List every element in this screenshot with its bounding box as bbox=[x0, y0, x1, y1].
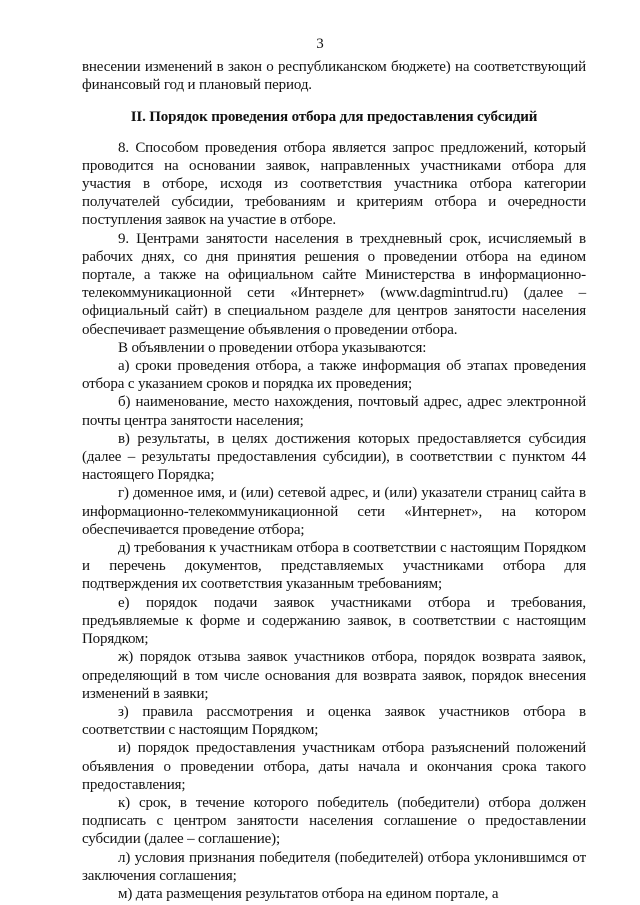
section-heading: II. Порядок проведения отбора для предоставления субсидий bbox=[130, 109, 538, 126]
page-number: 3 bbox=[316, 36, 324, 52]
list-item-v: в) результаты, в целях достижения которых предоставляется субсидия (далее – результаты предоставления субсидии), в соответствии с пунктом 44 настоящего Порядка; bbox=[82, 430, 586, 484]
list-item-l: л) условия признания победителя (победителей) отбора уклонившимся от заключения соглашения; bbox=[82, 849, 586, 884]
list-item-z: з) правила рассмотрения и оценка заявок участников отбора в соответствии с настоящим Порядком; bbox=[82, 703, 586, 739]
document-body bbox=[82, 58, 586, 903]
list-item-k: к) срок, в течение которого победитель (победители) отбора должен подписать с центром занятости населения соглашение о предоставлении субсидии (далее – соглашение); bbox=[82, 794, 586, 848]
list-item-e: е) порядок подачи заявок участниками отбора и требования, предъявляемые к форме и содержанию заявок, в соответствии с настоящим Порядком; bbox=[82, 594, 586, 648]
paragraph-continuation: внесении изменений в закон о республиканском бюджете) на соответствующий финансовый год и плановый период. bbox=[82, 59, 586, 94]
list-item-zh: ж) порядок отзыва заявок участников отбора, порядок возврата заявок, определяющий в том числе основания для возврата заявок, порядок внесения изменений в заявки; bbox=[82, 649, 586, 702]
paragraph-item-8: 8. Способом проведения отбора является запрос предложений, который проводится на основании заявок, направленных участниками отбора для участия в отборе, исходя из соответствия участника отбора категории получателей субсидии, требованиям и критериям отбора и очередности поступления заявок на участие в отборе. bbox=[82, 139, 586, 229]
list-item-a: а) сроки проведения отбора, а также информация об этапах проведения отбора с указанием сроков и порядка их проведения; bbox=[82, 358, 586, 393]
list-item-d: д) требования к участникам отбора в соответствии с настоящим Порядком и перечень документов, представляемых участниками отбора для подтверждения их соответствия указанным требованиям; bbox=[82, 540, 586, 593]
list-item-b: б) наименование, место нахождения, почтовый адрес, адрес электронной почты центра занятости населения; bbox=[82, 394, 586, 429]
paragraph-announcement-intro: В объявлении о проведении отбора указываются: bbox=[118, 339, 427, 356]
list-item-i: и) порядок предоставления участникам отбора разъяснений положений объявления о проведении отбора, даты начала и окончания срока такого предоставления; bbox=[82, 740, 586, 793]
list-item-g: г) доменное имя, и (или) сетевой адрес, и (или) указатели страниц сайта в информационно-телекоммуникационной сети «Интернет», на котором обеспечивается проведение отбора; bbox=[82, 485, 586, 538]
list-item-m: м) дата размещения результатов отбора на едином портале, а bbox=[118, 885, 499, 902]
paragraph-item-9: 9. Центрами занятости населения в трехдневный срок, исчисляемый в рабочих днях, со дня принятия решения о проведении отбора на едином портале, а также на официальном сайте Министерства в информационно-телекоммуникационной сети «Интернет» (www.dagmintrud.ru) (далее – официальный сайт) в специальном разделе для центров занятости населения обеспечивает размещение объявления о проведении отбора. bbox=[82, 230, 586, 338]
